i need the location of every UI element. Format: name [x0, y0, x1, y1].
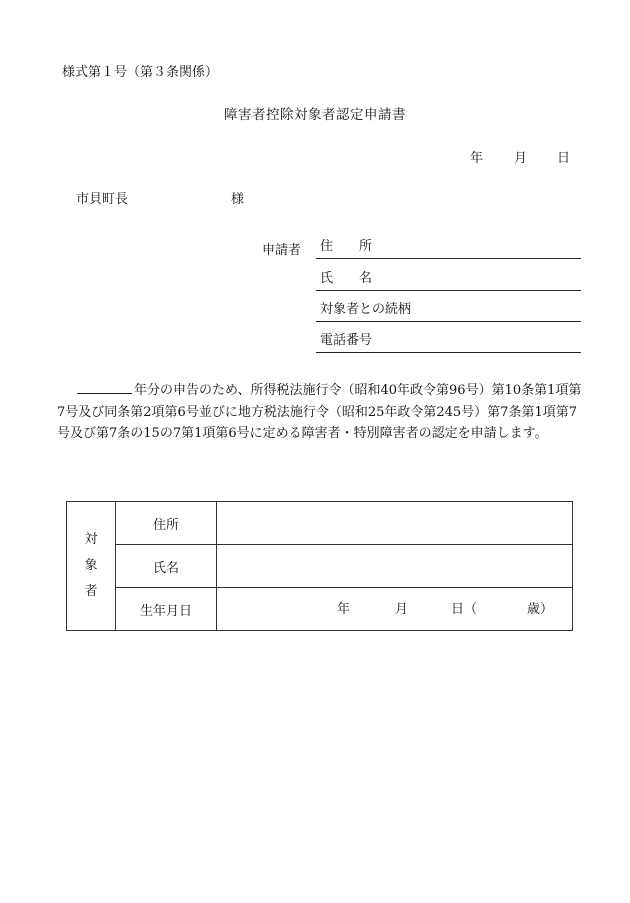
dob-age: 歳）: [527, 602, 554, 617]
statement-text: の申告のため、所得税法施行令（昭和40年政令第96号）第10条第1項第7号及び同条第2項第6号並びに地方税法施行令（昭和25年政令第245号）第7条第1項第7号及び第7条の15の7第1項第6号に定める障害者・特別障害者の認定を申請します。: [57, 383, 582, 441]
date-day: 日: [557, 151, 571, 166]
addressee-name: 市貝町長: [76, 192, 129, 207]
subject-name-label: 氏名: [116, 545, 217, 588]
subject-side-char: 者: [84, 584, 98, 599]
applicant-phone-label: 電話番号: [320, 333, 373, 348]
applicant-label: 申請者: [262, 243, 302, 258]
application-statement: [57, 380, 587, 445]
subject-dob-label: 生年月日: [116, 588, 217, 631]
applicant-address-label: 住 所: [320, 239, 373, 254]
applicant-relationship-field[interactable]: [316, 303, 581, 322]
subject-address-input[interactable]: [217, 502, 573, 545]
table-row: [67, 502, 573, 545]
applicant-phone-field[interactable]: [316, 334, 581, 353]
subject-side-char: 対: [84, 532, 98, 547]
table-row: [67, 545, 573, 588]
dob-year: 年: [337, 602, 351, 617]
form-number: 様式第１号（第３条関係）: [62, 65, 219, 80]
date-year: 年: [470, 151, 484, 166]
dob-month: 月: [395, 602, 409, 617]
addressee-honorific: 様: [231, 192, 245, 207]
subject-side-char: 象: [84, 558, 98, 573]
date-month: 月: [514, 151, 528, 166]
dob-day: 日（: [451, 602, 478, 617]
date-row: [0, 152, 630, 166]
applicant-name-field[interactable]: [316, 272, 581, 291]
applicant-relationship-label: 対象者との続柄: [320, 302, 412, 317]
applicant-address-field[interactable]: [316, 240, 581, 259]
subject-side-label: [67, 502, 116, 631]
subject-name-input[interactable]: [217, 545, 573, 588]
applicant-name-label: 氏 名: [320, 271, 373, 286]
subject-table: [66, 501, 573, 631]
subject-dob-input[interactable]: [217, 588, 573, 631]
table-row: [67, 588, 573, 631]
document-title: 障害者控除対象者認定申請書: [224, 107, 406, 123]
subject-address-label: 住所: [116, 502, 217, 545]
tax-year-suffix: 年分: [134, 383, 161, 398]
tax-year-blank[interactable]: [77, 381, 132, 394]
